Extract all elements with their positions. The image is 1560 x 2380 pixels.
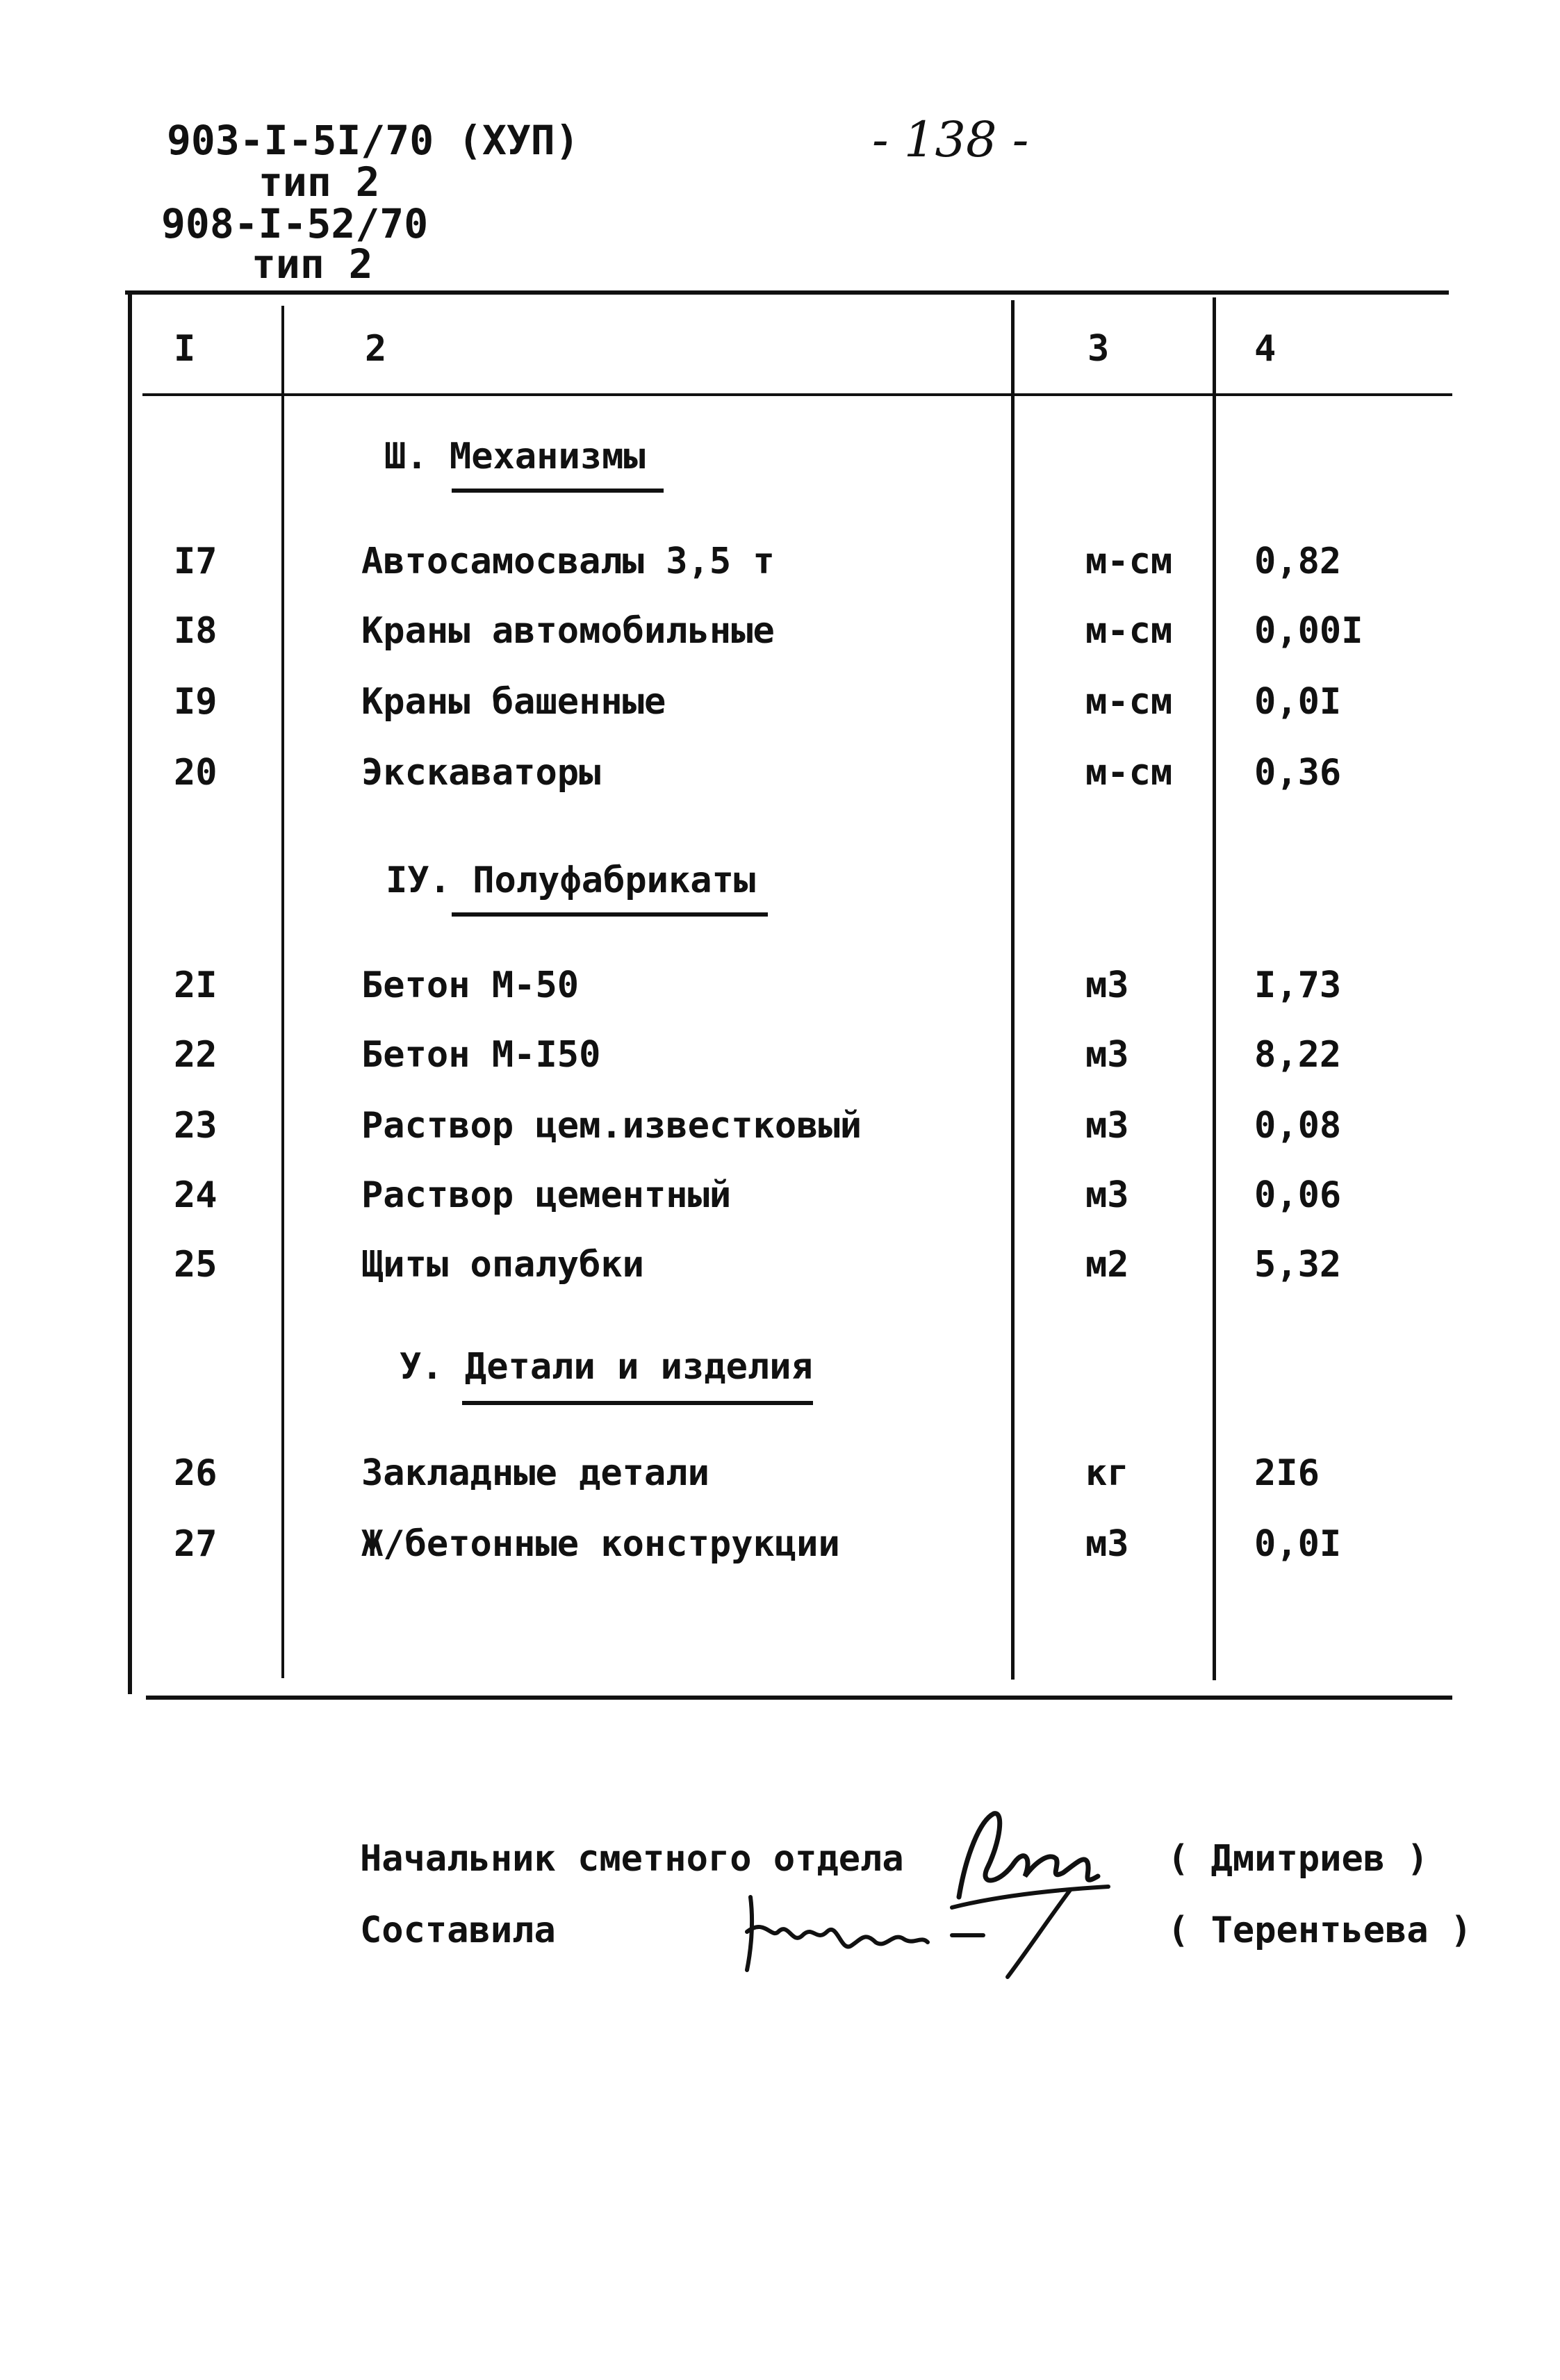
document-code-2: 908-I-52/70 — [161, 200, 429, 247]
row-value: 5,32 — [1254, 1244, 1342, 1286]
handwritten-signature-2 — [737, 1883, 1098, 1980]
table-bottom-rule — [146, 1696, 1452, 1700]
row-number: 2I — [174, 965, 217, 1006]
row-number: 26 — [174, 1452, 217, 1494]
row-number: 24 — [174, 1174, 217, 1216]
row-unit: м-см — [1085, 541, 1173, 582]
document-code-1: 903-I-5I/70 (ХУП) — [167, 117, 580, 164]
section-title-mechanisms: Ш. Механизмы — [384, 436, 646, 477]
row-name: Раствор цем.известковый — [361, 1105, 862, 1147]
row-number: 22 — [174, 1034, 217, 1076]
column-divider-3 — [1213, 297, 1216, 1680]
column-divider-1 — [281, 306, 284, 1678]
row-value: 2I6 — [1254, 1452, 1320, 1494]
row-name: Краны башенные — [361, 681, 666, 723]
section-underline-parts-and-products — [462, 1401, 813, 1405]
signature-name: ( Терентьева ) — [1167, 1910, 1472, 1951]
section-title-parts-and-products: У. Детали и изделия — [400, 1346, 813, 1388]
row-value: 0,08 — [1254, 1105, 1342, 1147]
row-unit: м3 — [1085, 1523, 1129, 1565]
row-unit: м-см — [1085, 610, 1173, 652]
row-value: 0,36 — [1254, 752, 1342, 794]
row-unit: м-см — [1085, 681, 1173, 723]
header-separator — [142, 393, 1452, 396]
page-number: - 138 - — [872, 111, 1029, 168]
row-unit: м2 — [1085, 1244, 1129, 1286]
section-underline-mechanisms — [452, 489, 664, 493]
table-top-rule — [125, 290, 1449, 295]
row-name: Экскаваторы — [361, 752, 601, 794]
row-value: 8,22 — [1254, 1034, 1342, 1076]
row-name: Автосамосвалы 3,5 т — [361, 541, 775, 582]
document-type-1: тип 2 — [258, 158, 380, 206]
signature-name: ( Дмитриев ) — [1167, 1838, 1429, 1880]
row-name: Краны автомобильные — [361, 610, 775, 652]
row-name: Раствор цементный — [361, 1174, 732, 1216]
row-value: I,73 — [1254, 965, 1342, 1006]
row-unit: м3 — [1085, 1034, 1129, 1076]
row-value: 0,0I — [1254, 1523, 1342, 1565]
row-unit: кг — [1085, 1452, 1129, 1494]
column-header-2: 2 — [365, 328, 387, 370]
row-value: 0,0I — [1254, 681, 1342, 723]
column-divider-2 — [1011, 300, 1015, 1680]
row-unit: м-см — [1085, 752, 1173, 794]
signature-role: Начальник сметного отдела — [360, 1838, 904, 1880]
row-number: 23 — [174, 1105, 217, 1147]
row-name: Закладные детали — [361, 1452, 709, 1494]
section-title-semi-products: IУ. Полуфабрикаты — [386, 860, 756, 901]
row-value: 0,82 — [1254, 541, 1342, 582]
column-header-1: I — [174, 328, 196, 370]
row-name: Ж/бетонные конструкции — [361, 1523, 840, 1565]
row-value: 0,00I — [1254, 610, 1363, 652]
row-number: I7 — [174, 541, 217, 582]
column-header-3: 3 — [1087, 328, 1110, 370]
signature-role: Составила — [360, 1910, 556, 1951]
row-name: Щиты опалубки — [361, 1244, 644, 1286]
row-name: Бетон М-I50 — [361, 1034, 601, 1076]
row-unit: м3 — [1085, 1174, 1129, 1216]
row-number: I8 — [174, 610, 217, 652]
section-underline-semi-products — [452, 912, 768, 917]
table-left-rule — [128, 290, 132, 1694]
row-unit: м3 — [1085, 965, 1129, 1006]
column-header-4: 4 — [1254, 328, 1276, 370]
row-number: 20 — [174, 752, 217, 794]
row-name: Бетон М-50 — [361, 965, 580, 1006]
row-unit: м3 — [1085, 1105, 1129, 1147]
row-number: 25 — [174, 1244, 217, 1286]
row-number: I9 — [174, 681, 217, 723]
document-type-2: тип 2 — [252, 240, 373, 288]
row-number: 27 — [174, 1523, 217, 1565]
row-value: 0,06 — [1254, 1174, 1342, 1216]
